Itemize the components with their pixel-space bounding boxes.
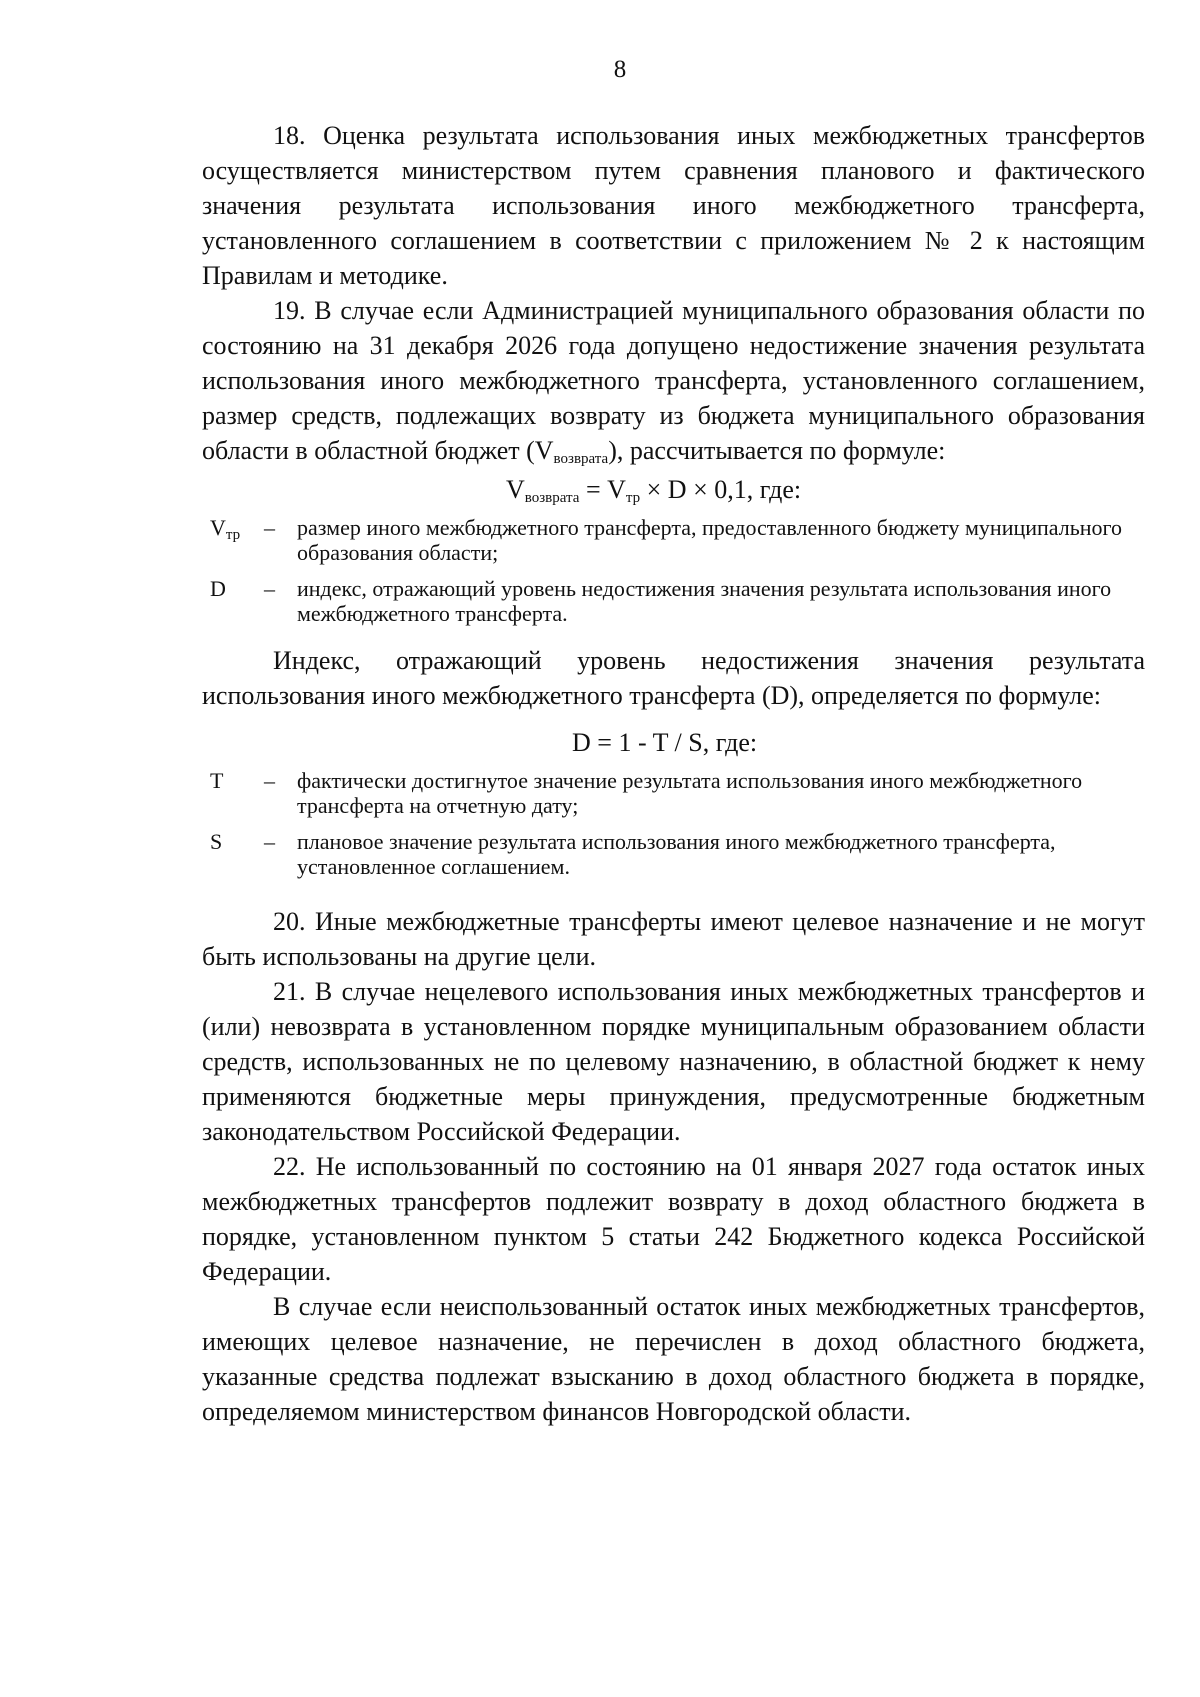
formula-refund-rest: × D × 0,1, где: (640, 475, 802, 504)
definition-item (202, 829, 1145, 879)
paragraph-20: 20. Иные межбюджетные трансферты имеют целевое назначение и не могут быть использованы на другие цели. (202, 907, 1145, 971)
formula-index: D = 1 - T / S, где: (572, 728, 758, 757)
definition-dash: – (264, 576, 275, 601)
formula-refund-v: V (506, 475, 525, 504)
paragraph-21: 21. В случае нецелевого использования иных межбюджетных трансфертов и (или) невозврата в установленном порядке муниципальным образованием области средств, использованных не по целевому назначению, в областной бюджет к нему применяются бюджетные меры принуждения, предусмотренные бюджетным законодательством Российской Федерации. (202, 977, 1145, 1146)
paragraph-18: 18. Оценка результата использования иных межбюджетных трансфертов осуществляется министерством путем сравнения планового и фактического значения результата использования иного межбюджетного трансферта, установленного соглашением в соответствии с приложением № 2 к настоящим Правилам и методике. (202, 121, 1145, 290)
formula-refund-v-sub: возврата (524, 490, 580, 506)
formula-refund-eq: = V (579, 475, 626, 504)
paragraph-19-text: 19. В случае если Администрацией муниципального образования области по состоянию на 31 декабря 2026 года допущено недостижение значения результата использования иного межбюджетного трансферта, установленного соглашением, размер средств, подлежащих возврату из бюджета муниципального образования области в областной бюджет (V (202, 296, 1145, 465)
formula-refund (202, 472, 1145, 507)
definition-dash: – (264, 829, 275, 854)
definition-text: индекс, отражающий уровень недостижения значения результата использования иного межбюджетного трансферта. (297, 576, 1112, 626)
paragraph-22: 22. Не использованный по состоянию на 01 января 2027 года остаток иных межбюджетных трансфертов подлежит возврату в доход областного бюджета в порядке, установленном пунктом 5 статьи 242 Бюджетного кодекса Российской Федерации. (202, 1152, 1145, 1286)
definition-symbol: S (210, 829, 223, 854)
definition-symbol: D (210, 576, 226, 601)
paragraph-19-subscript: возврата (553, 451, 609, 467)
definition-item (202, 515, 1145, 565)
definition-list-index (202, 768, 1145, 879)
definition-item (202, 768, 1145, 818)
definition-list-refund (202, 515, 1145, 626)
paragraph-19 (202, 293, 1145, 468)
definition-text: плановое значение результата использования иного межбюджетного трансферта, установленное соглашением. (297, 829, 1056, 879)
formula-refund-tr-sub: тр (625, 490, 641, 506)
definition-item (202, 576, 1145, 626)
definition-symbol: T (210, 768, 224, 793)
document-body (202, 118, 1145, 1429)
definition-text: фактически достигнутое значение результата использования иного межбюджетного трансферта на отчетную дату; (297, 768, 1083, 818)
definition-text: размер иного межбюджетного трансферта, предоставленного бюджету муниципального образования области; (297, 515, 1122, 565)
definition-symbol: $V_{тр}$ (210, 515, 241, 543)
paragraph-19-tail: ), рассчитывается по формуле: (608, 436, 946, 465)
definition-dash: – (264, 515, 275, 540)
definition-dash: – (264, 768, 275, 793)
paragraph-22-continuation: В случае если неиспользованный остаток иных межбюджетных трансфертов, имеющих целевое назначение, не перечислен в доход областного бюджета, указанные средства подлежат взысканию в доход областного бюджета в порядке, определяемом министерством финансов Новгородской области. (202, 1292, 1145, 1426)
page-number: 8 (613, 56, 627, 83)
paragraph-index-intro: Индекс, отражающий уровень недостижения значения результата использования иного межбюджетного трансферта (D), определяется по формуле: (202, 646, 1145, 710)
